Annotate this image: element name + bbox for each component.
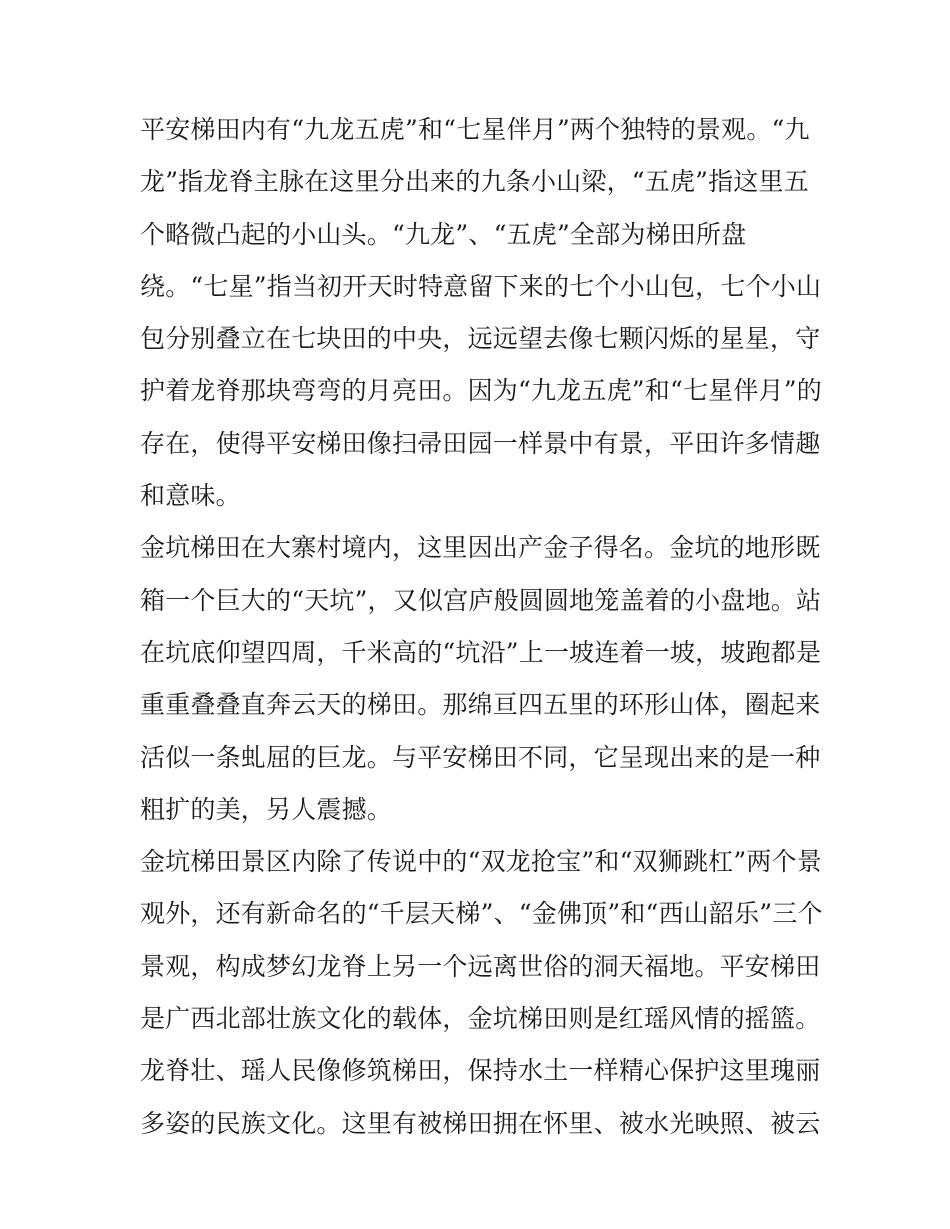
- text-line: 金坑梯田在大寨村境内，这里因出产金子得名。金坑的地形既: [140, 533, 821, 563]
- text-line: 和意味。: [140, 481, 241, 511]
- text-line: 包分别叠立在七块田的中央，远远望去像七颗闪烁的星星，守: [140, 324, 821, 354]
- text-line: 重重叠叠直奔云天的梯田。那绵亘四五里的环形山体，圈起来: [140, 690, 821, 720]
- text-line: 多姿的民族文化。这里有被梯田拥在怀里、被水光映照、被云: [140, 1108, 821, 1138]
- text-line: 是广西北部壮族文化的载体，金坑梯田则是红瑶风情的摇篮。: [140, 1004, 821, 1034]
- text-line: 龙”指龙脊主脉在这里分出来的九条小山梁，“五虎”指这里五: [140, 167, 809, 197]
- text-line: 平安梯田内有“九龙五虎”和“七星伴月”两个独特的景观。“九: [140, 115, 810, 144]
- text-line: 存在，使得平安梯田像扫帚田园一样景中有景，平田许多情趣: [140, 428, 821, 458]
- text-line: 个略微凸起的小山头。“九龙”、“五虎”全部为梯田所盘: [140, 219, 747, 249]
- text-line: 龙脊壮、瑶人民像修筑梯田，保持水土一样精心保护这里瑰丽: [140, 1056, 821, 1086]
- text-line: 观外，还有新命名的“千层天梯”、“金佛顶”和“西山韶乐”三个: [140, 899, 823, 929]
- body-text: [140, 104, 830, 1150]
- text-line: 在坑底仰望四周，千米高的“坑沿”上一坡连着一坡，坡跑都是: [140, 637, 822, 667]
- text-line: 绕。“七星”指当初开天时特意留下来的七个小山包，七个小山: [140, 271, 822, 301]
- text-line: 景观，构成梦幻龙脊上另一个远离世俗的洞天福地。平安梯田: [140, 951, 821, 981]
- text-line: 箱一个巨大的“天坑”，又似宫庐般圆圆地笼盖着的小盘地。站: [140, 585, 822, 615]
- text-line: 粗扩的美，另人震撼。: [140, 794, 393, 824]
- text-line: 金坑梯田景区内除了传说中的“双龙抢宝”和“双狮跳杠”两个景: [140, 847, 822, 877]
- text-line: 护着龙脊那块弯弯的月亮田。因为“九龙五虎”和“七星伴月”的: [140, 376, 822, 406]
- text-line: 活似一条虬屈的巨龙。与平安梯田不同，它呈现出来的是一种: [140, 742, 821, 772]
